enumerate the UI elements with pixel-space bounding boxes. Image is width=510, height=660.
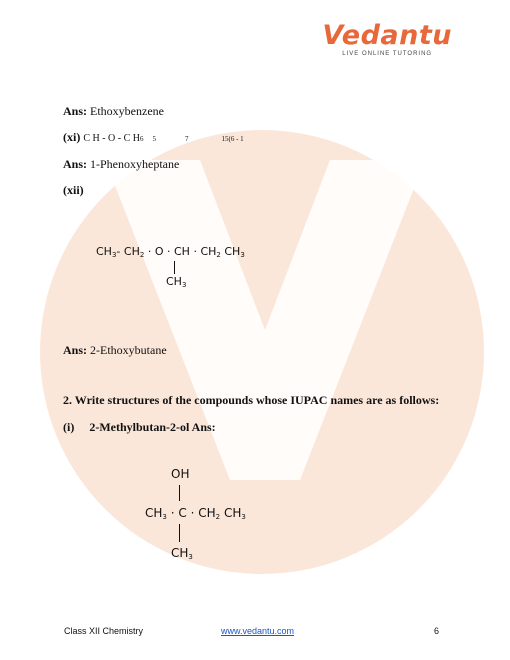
bond-vertical [179,485,180,501]
bond: · [147,245,152,258]
subscript: 2 [215,513,221,521]
answer-ethoxybenzene [63,104,164,119]
structure-methylbutanol [145,506,246,521]
footer-website-link[interactable]: www.vedantu.com [221,626,295,636]
formula-n15: 15(6 - 1 [221,135,244,143]
bond-vertical [174,261,175,274]
question-label: (xii) [63,183,84,197]
bond: · [170,506,175,520]
answer-label: Ans: [63,343,88,357]
question-label: (i) [63,420,75,434]
question-text: 2-Methylbutan-2-ol Ans: [89,420,216,434]
footer-class-label: Class XII Chemistry [64,626,144,636]
atom-ch: CH [96,245,112,258]
bond: · [167,245,171,258]
footer-page-number: 6 [434,626,440,636]
bond: · [193,245,197,258]
answer-text: 2-Ethoxybutane [87,343,167,357]
question-2-i [63,420,216,435]
answer-label: Ans: [63,157,88,171]
structure-oh: OH [171,467,190,481]
bond: · [190,506,195,520]
bond: - [116,245,121,258]
structure-branch [166,275,186,289]
subscript: 3 [111,251,117,259]
subscript: 3 [240,251,245,259]
atom-ch: CH [166,275,182,288]
answer-label: Ans: [63,104,88,118]
atom-c: C [178,506,187,520]
subscript: 3 [188,553,193,561]
atom-ch: CH [200,245,217,258]
atom-o: O [154,245,164,258]
structure-branch [171,546,193,561]
atom-ch: CH [171,546,189,560]
subscript: 2 [216,251,221,259]
question-label: (xi) [63,130,81,144]
subscript: 2 [139,251,145,259]
answer-ethoxybutane [63,343,167,358]
atom-ch: CH [174,245,190,258]
question-xii [63,183,84,198]
question-xi [63,130,244,145]
subscript: 3 [181,281,187,289]
formula-n5: 5 [152,135,156,143]
atom-ch: CH [123,245,140,258]
structure-ethoxybutane [96,245,245,259]
formula-n7: 7 [185,135,189,143]
question-formula: C H - O - C H [83,133,140,144]
logo-wordmark: Vedantu [322,20,452,51]
atom-ch: CH [198,506,216,520]
vedantu-logo [322,22,452,57]
answer-phenoxyheptane [63,157,179,172]
subscript: 3 [241,513,246,521]
atom-ch: CH [223,506,242,520]
formula-sub: 6 [140,135,144,143]
logo-tagline: LIVE ONLINE TUTORING [342,51,433,57]
answer-text: Ethoxybenzene [87,104,164,118]
subscript: 3 [162,513,167,521]
question-2: 2. Write structures of the compounds whose IUPAC names are as follows: [63,393,440,407]
bond-vertical [179,524,180,542]
answer-text: 1-Phenoxyheptane [87,157,180,171]
atom-ch: CH [224,245,241,258]
atom-ch: CH [145,506,163,520]
